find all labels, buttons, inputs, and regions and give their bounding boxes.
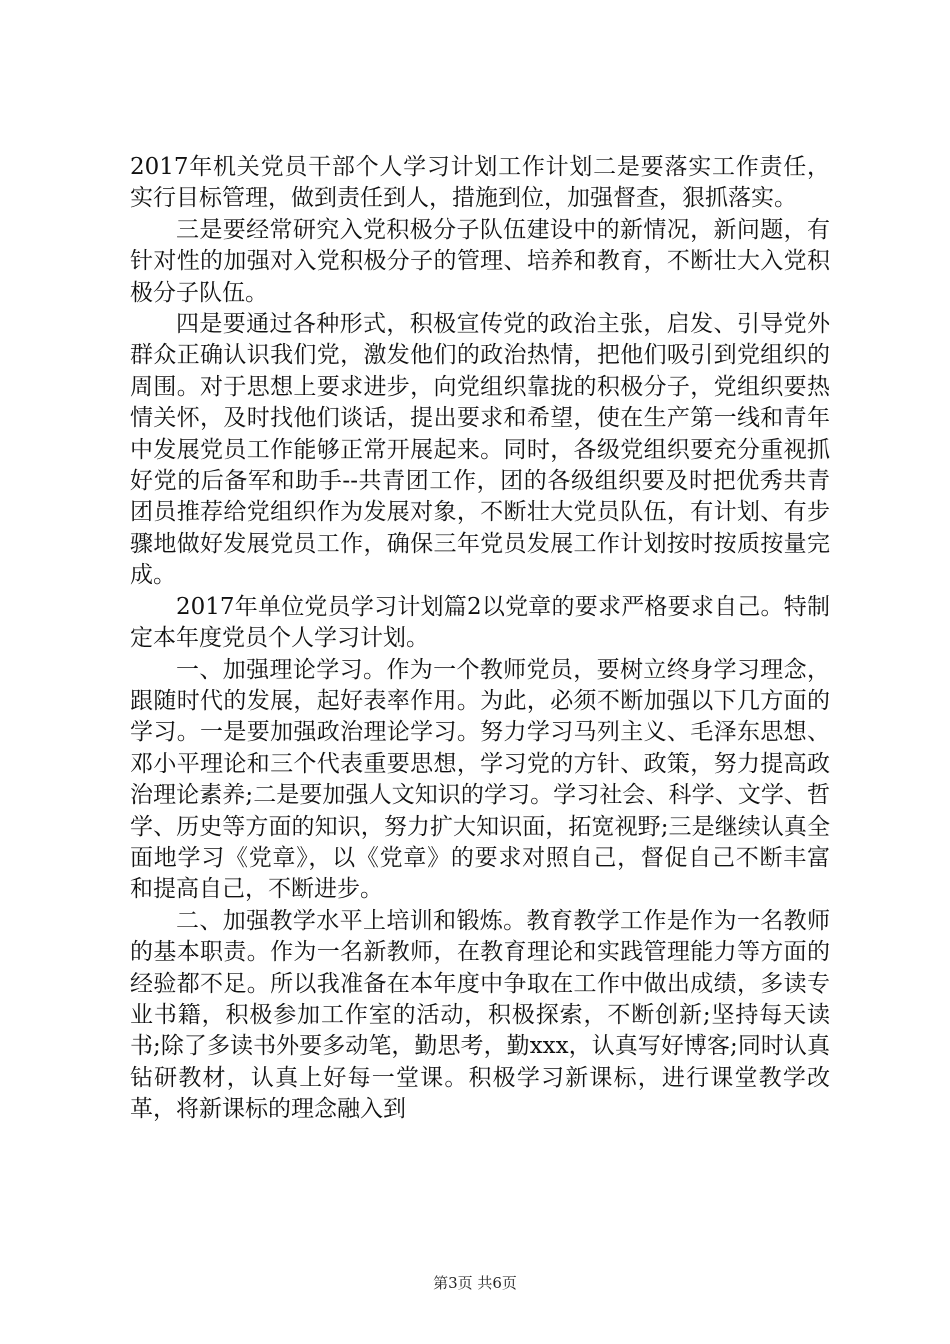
paragraph-6: 二、加强教学水平上培训和锻炼。教育教学工作是作为一名教师的基本职责。作为一名新教师，在教育理论和实践管理能力等方面的经验都不足。所以我准备在本年度中争取在工作中做出成绩，多读专业书籍，积极参加工作室的活动，积极探索，不断创新;坚持每天读书;除了多读书外要多动笔，勤思考，勤xxx，认真写好博客;同时认真钻研教材，认真上好每一堂课。积极学习新课标，进行课堂教学改革，将新课标的理念融入到 (130, 907, 830, 1123)
document-body (130, 152, 830, 1126)
paragraph-4: 2017年单位党员学习计划篇2以党章的要求严格要求自己。特制定本年度党员个人学习计划。 (130, 593, 830, 652)
paragraph-3: 四是要通过各种形式，积极宣传党的政治主张，启发、引导党外群众正确认识我们党，激发他们的政治热情，把他们吸引到党组织的周围。对于思想上要求进步，向党组织靠拢的积极分子，党组织要热情关怀，及时找他们谈话，提出要求和希望，使在生产第一线和青年中发展党员工作能够正常开展起来。同时，各级党组织要充分重视抓好党的后备军和助手--共青团工作，团的各级组织要及时把优秀共青团员推荐给党组织作为发展对象，不断壮大党员队伍，有计划、有步骤地做好发展党员工作，确保三年党员发展工作计划按时按质按量完成。 (130, 311, 830, 589)
paragraph-1: 2017年机关党员干部个人学习计划工作计划二是要落实工作责任，实行目标管理，做到责任到人，措施到位，加强督查，狠抓落实。 (130, 154, 830, 212)
paragraph-5: 一、加强理论学习。作为一个教师党员，要树立终身学习理念，跟随时代的发展，起好表率作用。为此，必须不断加强以下几方面的学习。一是要加强政治理论学习。努力学习马列主义、毛泽东思想、邓小平理论和三个代表重要思想，学习党的方针、政策，努力提高政治理论素养;二是要加强人文知识的学习。学习社会、科学、文学、哲学、历史等方面的知识，努力扩大知识面，拓宽视野;三是继续认真全面地学习《党章》，以《党章》的要求对照自己，督促自己不断丰富和提高自己，不断进步。 (130, 656, 830, 903)
paragraph-2: 三是要经常研究入党积极分子队伍建设中的新情况，新问题，有针对性的加强对入党积极分子的管理、培养和教育，不断壮大入党积极分子队伍。 (130, 216, 830, 306)
page-footer: 第3页 共6页 (433, 1274, 517, 1292)
